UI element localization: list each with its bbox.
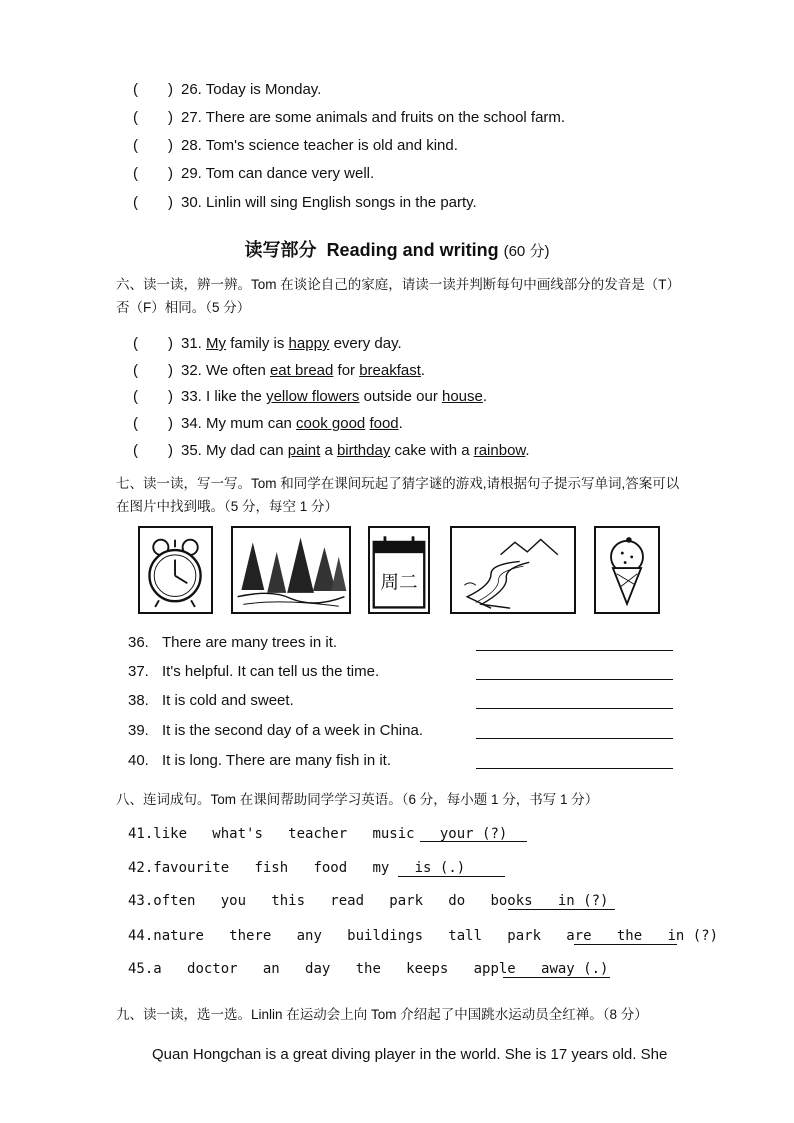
underlined-word: paint xyxy=(287,442,321,459)
tf-text: 26. Today is Monday. xyxy=(181,81,322,98)
ice-cream-picture xyxy=(594,526,660,614)
tf-item xyxy=(133,191,477,212)
item-num: 38. xyxy=(128,692,149,709)
underlined-word: happy xyxy=(288,335,330,352)
sec6-instruction: 六、读一读，辨一辨。Tom 在谈论自己的家庭，请读一读并判断每句中画线部分的发音是（T）否（F）相同。（5 分） xyxy=(116,277,680,315)
sec8-item xyxy=(128,961,608,977)
item-num: 40. xyxy=(128,752,149,769)
scrambled-words: nature there any buildings tall park are the in xyxy=(153,928,685,944)
item-num: 35. xyxy=(181,442,202,459)
word: We often xyxy=(206,362,270,379)
scrambled-words: a doctor an day the keeps apple away xyxy=(153,961,575,977)
tf-item xyxy=(133,78,321,99)
section-title xyxy=(0,236,794,262)
sec7-item xyxy=(128,722,423,739)
word: . xyxy=(398,415,403,432)
sec7-item xyxy=(128,752,391,769)
word: My mum can xyxy=(206,415,297,432)
word: is xyxy=(269,335,289,352)
underlined-word: eat xyxy=(269,362,291,379)
item-num: 33. xyxy=(181,388,202,405)
scrambled-words: like what's teacher music your xyxy=(153,826,474,842)
underlined-word: cook xyxy=(296,415,328,432)
underlined-word: food xyxy=(369,415,399,432)
word: outside our xyxy=(359,388,442,405)
clue-text: It is long. There are many fish in it. xyxy=(162,752,391,769)
answer-paren[interactable]: ( ) xyxy=(133,194,173,211)
end-punct: (.) xyxy=(439,860,466,876)
clue-text: It is cold and sweet. xyxy=(162,692,294,709)
section-title-score: (60 分) xyxy=(503,243,550,260)
sec7-instruction: 七、读一读，写一写。Tom 和同学在课间玩起了猜字谜的游戏,请根据句子提示写单词,答案可以在图片中找到哦。（5 分，每空 1 分） xyxy=(116,476,680,514)
item-num: 34. xyxy=(181,415,202,432)
underlined-word: yellow xyxy=(266,388,308,405)
forest-picture xyxy=(231,526,351,614)
item-num: 42. xyxy=(128,860,154,876)
answer-paren[interactable]: ( ) xyxy=(133,137,173,154)
item-num: 31. xyxy=(181,335,202,352)
answer-paren[interactable]: ( ) xyxy=(133,335,173,352)
item-num: 39. xyxy=(128,722,149,739)
word: My dad can xyxy=(206,442,288,459)
sec8-item xyxy=(128,860,465,876)
tf-item xyxy=(133,106,565,127)
answer-blank[interactable] xyxy=(476,708,673,709)
sec6-item xyxy=(133,439,530,460)
underlined-word: house xyxy=(442,388,483,405)
calendar-icon xyxy=(370,528,428,612)
clue-text: There are many trees in it. xyxy=(162,634,338,651)
sec6-item xyxy=(133,385,487,406)
answer-blank[interactable] xyxy=(398,876,505,877)
underlined-word: breakfast xyxy=(359,362,421,379)
answer-paren[interactable]: ( ) xyxy=(133,81,173,98)
answer-paren[interactable]: ( ) xyxy=(133,415,173,432)
word: . xyxy=(482,388,488,405)
item-num: 36. xyxy=(128,634,149,651)
ice-cream-icon xyxy=(596,528,658,612)
underlined-word: good xyxy=(327,415,366,432)
answer-blank[interactable] xyxy=(574,944,677,945)
scrambled-words: favourite fish food my is xyxy=(153,860,432,876)
river-icon xyxy=(452,528,574,612)
underlined-word: flowers xyxy=(307,388,360,405)
clue-text: It is the second day of a week in China. xyxy=(162,722,423,739)
answer-blank[interactable] xyxy=(503,977,610,978)
answer-blank[interactable] xyxy=(508,909,615,910)
item-num: 45. xyxy=(128,961,154,977)
word: . xyxy=(525,442,530,459)
end-punct: (.) xyxy=(583,961,609,977)
answer-blank[interactable] xyxy=(476,650,673,651)
word: for xyxy=(333,362,360,379)
section-title-cn: 读写部分 xyxy=(244,240,317,260)
end-punct: (?) xyxy=(692,928,719,944)
answer-paren[interactable]: ( ) xyxy=(133,362,173,379)
answer-paren[interactable]: ( ) xyxy=(133,109,173,126)
sec9-passage: Quan Hongchan is a great diving player in the world. She is 17 years old. She xyxy=(152,1046,668,1063)
answer-blank[interactable] xyxy=(420,841,527,842)
answer-blank[interactable] xyxy=(476,679,673,680)
word: . xyxy=(420,362,426,379)
sec8-item xyxy=(128,893,608,909)
item-num: 41. xyxy=(128,826,154,842)
answer-paren[interactable]: ( ) xyxy=(133,165,173,182)
word: cake with a xyxy=(390,442,474,459)
answer-blank[interactable] xyxy=(476,738,673,739)
word: every day. xyxy=(329,335,402,352)
sec8-item xyxy=(128,928,718,944)
item-num: 43. xyxy=(128,893,154,909)
answer-blank[interactable] xyxy=(476,768,673,769)
end-punct: (?) xyxy=(482,826,508,842)
end-punct: (?) xyxy=(583,893,609,909)
item-num: 37. xyxy=(128,663,149,680)
sec7-item xyxy=(128,692,294,709)
calendar-picture xyxy=(368,526,430,614)
item-num: 32. xyxy=(181,362,202,379)
river-picture xyxy=(450,526,576,614)
sec8-item xyxy=(128,826,507,842)
alarm-clock-picture xyxy=(138,526,213,614)
calendar-text: 周二 xyxy=(380,572,418,594)
tf-text: 27. There are some animals and fruits on the school farm. xyxy=(181,109,566,126)
tf-text: 30. Linlin will sing English songs in the party. xyxy=(181,194,477,211)
answer-paren[interactable]: ( ) xyxy=(133,442,173,459)
sec9-instruction: 九、读一读，选一选。Linlin 在运动会上向 Tom 介绍起了中国跳水运动员全红禅。（8 分） xyxy=(116,1007,648,1022)
sec6-item xyxy=(133,332,402,353)
tf-item xyxy=(133,134,458,155)
sec7-item xyxy=(128,634,337,651)
underlined-word: rainbow xyxy=(473,442,526,459)
underlined-word: birthday xyxy=(336,442,391,459)
sec6-item xyxy=(133,359,425,380)
answer-paren[interactable]: ( ) xyxy=(133,388,173,405)
underlined-word: bread xyxy=(290,362,334,379)
scrambled-words: often you this read park do books in xyxy=(153,893,575,909)
tf-text: 29. Tom can dance very well. xyxy=(181,165,375,182)
sec7-item xyxy=(128,663,379,680)
section-title-en: Reading and writing xyxy=(326,240,499,260)
alarm-clock-icon xyxy=(140,528,211,612)
word: I like the xyxy=(206,388,267,405)
forest-icon xyxy=(233,528,349,612)
word: family xyxy=(226,335,270,352)
tf-text: 28. Tom's science teacher is old and kind. xyxy=(181,137,458,154)
tf-item xyxy=(133,162,374,183)
sec8-instruction: 八、连词成句。Tom 在课间帮助同学学习英语。（6 分，每小题 1 分，书写 1 分） xyxy=(116,792,599,807)
word: a xyxy=(320,442,337,459)
sec6-item xyxy=(133,412,403,433)
underlined-word: My xyxy=(206,335,227,352)
item-num: 44. xyxy=(128,928,154,944)
clue-text: It's helpful. It can tell us the time. xyxy=(162,663,380,680)
